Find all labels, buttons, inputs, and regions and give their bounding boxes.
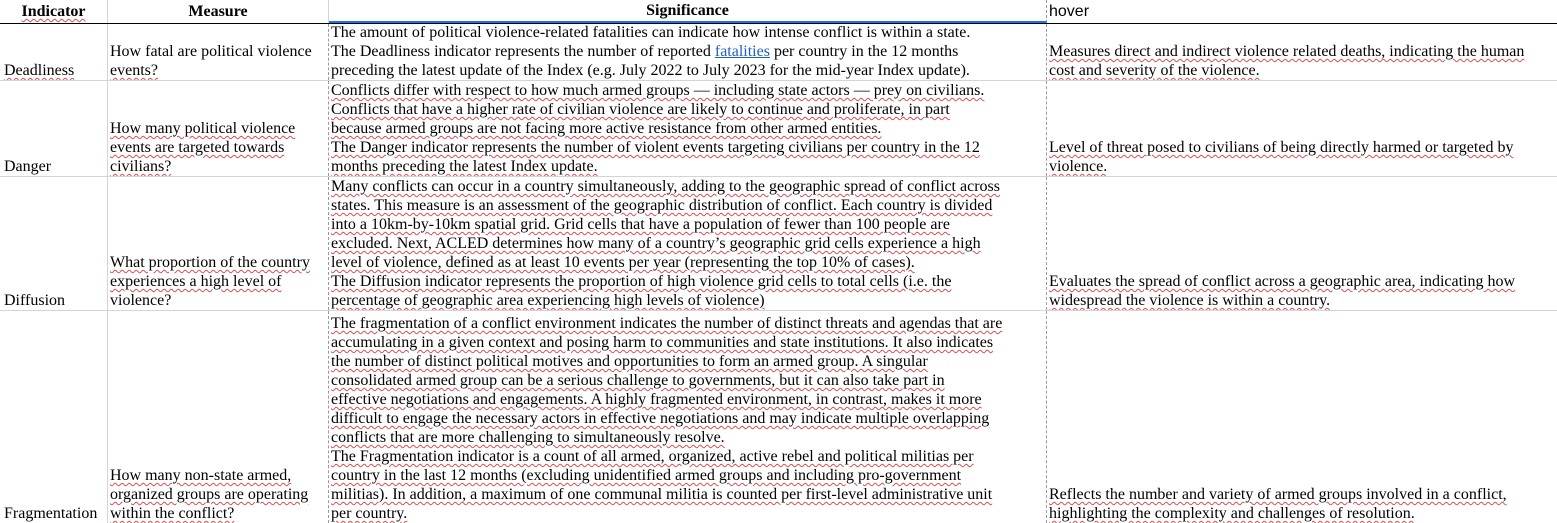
significance-line: consolidated armed group can be a serious challenge to governments, but it can also take part in bbox=[331, 372, 945, 389]
significance-line: accumulating in a given context and posing harm to communities and state institutions. It also indicates bbox=[331, 334, 994, 351]
measure-line: events? bbox=[110, 62, 158, 79]
header-hover-label: hover bbox=[1049, 3, 1090, 20]
measure-line: How fatal are political violence bbox=[110, 43, 312, 60]
measure-line: What proportion of the country bbox=[110, 254, 310, 271]
measure-line: How many political violence bbox=[110, 120, 296, 137]
indicator-text: Danger bbox=[4, 158, 52, 175]
table-row-diffusion bbox=[0, 177, 1557, 311]
significance-line: per country. bbox=[331, 505, 408, 522]
significance-line: The amount of political violence-related fatalities can indicate how intense conflict is within a state. bbox=[331, 24, 971, 41]
header-significance[interactable] bbox=[329, 0, 1047, 23]
measure-cell[interactable] bbox=[108, 177, 329, 310]
indicator-text: Deadliness bbox=[4, 62, 75, 79]
hover-cell[interactable] bbox=[1047, 81, 1557, 176]
table-row-danger bbox=[0, 81, 1557, 177]
hover-line: violence. bbox=[1049, 158, 1108, 175]
significance-line: because armed groups are not facing more active resistance from other armed entities. bbox=[331, 120, 882, 137]
hover-cell[interactable] bbox=[1047, 311, 1557, 523]
header-indicator-label: Indicator bbox=[21, 3, 86, 20]
significance-line: country in the last 12 months (excluding unidentified armed groups and including pro-government bbox=[331, 467, 962, 484]
significance-line: conflicts that are more challenging to simultaneously resolve. bbox=[331, 429, 725, 446]
significance-line: percentage of geographic area experiencing high levels of violence) bbox=[331, 292, 765, 309]
measure-line: events are targeted towards bbox=[110, 139, 285, 156]
header-significance-label: Significance bbox=[646, 2, 729, 19]
indicator-cell[interactable] bbox=[0, 177, 108, 310]
significance-line: difficult to engage the necessary actors in effective negotiations and may indicate multiple overlapping bbox=[331, 410, 990, 427]
significance-line: the number of distinct political motives and opportunities to form an armed group. A singular bbox=[331, 353, 928, 370]
measure-cell[interactable] bbox=[108, 81, 329, 176]
significance-line: into a 10km-by-10km spatial grid. Grid cells that have a population of fewer than 100 people are bbox=[331, 216, 950, 233]
indicator-text: Diffusion bbox=[4, 292, 66, 309]
significance-line-with-link bbox=[331, 42, 1044, 61]
hover-cell[interactable] bbox=[1047, 177, 1557, 310]
hover-cell[interactable] bbox=[1047, 24, 1557, 80]
significance-text: per country in the 12 months bbox=[769, 43, 959, 60]
significance-line: Conflicts differ with respect to how much armed groups — including state actors — prey on civilians. bbox=[331, 82, 985, 99]
indicator-cell[interactable] bbox=[0, 311, 108, 523]
measure-cell[interactable] bbox=[108, 24, 329, 80]
measure-line: violence? bbox=[110, 292, 172, 309]
measure-line: organized groups are operating bbox=[110, 486, 309, 503]
hover-line: Level of threat posed to civilians of being directly harmed or targeted by bbox=[1049, 139, 1514, 156]
hover-line: Measures direct and indirect violence related deaths, indicating the human bbox=[1049, 43, 1525, 60]
significance-line: months preceding the latest Index update. bbox=[331, 158, 598, 175]
significance-line: excluded. Next, ACLED determines how many of a country’s geographic grid cells experience a high bbox=[331, 235, 981, 252]
significance-line: Many conflicts can occur in a country simultaneously, adding to the geographic spread of conflict across bbox=[331, 178, 1000, 195]
table-row-fragmentation bbox=[0, 311, 1557, 523]
significance-line: Conflicts that have a higher rate of civilian violence are likely to continue and proliferate, in part bbox=[331, 101, 950, 118]
significance-line: The Fragmentation indicator is a count of all armed, organized, active rebel and political militias per bbox=[331, 448, 974, 465]
significance-line: level of violence, defined as at least 10 events per year (representing the top 10% of cases). bbox=[331, 254, 915, 271]
table-row-deadliness bbox=[0, 24, 1557, 81]
indicator-text: Fragmentation bbox=[4, 505, 98, 522]
measure-cell[interactable] bbox=[108, 311, 329, 523]
significance-line: states. This measure is an assessment of the geographic distribution of conflict. Each country is divided bbox=[331, 197, 993, 214]
significance-cell[interactable] bbox=[329, 177, 1047, 310]
measure-line: experiences a high level of bbox=[110, 273, 282, 290]
hover-line: Reflects the number and variety of armed groups involved in a conflict, bbox=[1049, 486, 1507, 503]
header-indicator[interactable] bbox=[0, 0, 108, 23]
significance-cell[interactable] bbox=[329, 81, 1047, 176]
measure-line: civilians? bbox=[110, 158, 172, 175]
significance-line: The Diffusion indicator represents the proportion of high violence grid cells to total cells (i.e. the bbox=[331, 273, 952, 290]
header-measure[interactable] bbox=[108, 0, 329, 23]
significance-line: The fragmentation of a conflict environment indicates the number of distinct threats and agendas that are bbox=[331, 315, 1003, 332]
header-hover[interactable] bbox=[1047, 0, 1557, 23]
hover-line: highlighting the complexity and challenges of resolution. bbox=[1049, 505, 1415, 522]
header-measure-label: Measure bbox=[188, 3, 248, 20]
header-row bbox=[0, 0, 1557, 24]
hover-line: Evaluates the spread of conflict across a geographic area, indicating how bbox=[1049, 273, 1516, 290]
significance-line: The Danger indicator represents the number of violent events targeting civilians per country in the 12 bbox=[331, 139, 980, 156]
hover-line: cost and severity of the violence. bbox=[1049, 62, 1260, 79]
hover-line: widespread the violence is within a country. bbox=[1049, 292, 1331, 309]
significance-line: effective negotiations and engagements. A highly fragmented environment, in contrast, makes it more bbox=[331, 391, 982, 408]
significance-line: militias). In addition, a maximum of one communal militia is counted per first-level administrative unit bbox=[331, 486, 993, 503]
indicator-cell[interactable] bbox=[0, 24, 108, 80]
measure-line: within the conflict? bbox=[110, 505, 235, 522]
measure-line: How many non-state armed, bbox=[110, 467, 292, 484]
significance-cell[interactable] bbox=[329, 24, 1047, 80]
significance-text: The Deadliness indicator represents the number of reported bbox=[331, 43, 715, 60]
indicator-cell[interactable] bbox=[0, 81, 108, 176]
fatalities-link[interactable]: fatalities bbox=[714, 43, 770, 60]
significance-line: preceding the latest update of the Index (e.g. July 2022 to July 2023 for the mid-year Index update). bbox=[331, 62, 970, 79]
significance-cell[interactable] bbox=[329, 311, 1047, 523]
